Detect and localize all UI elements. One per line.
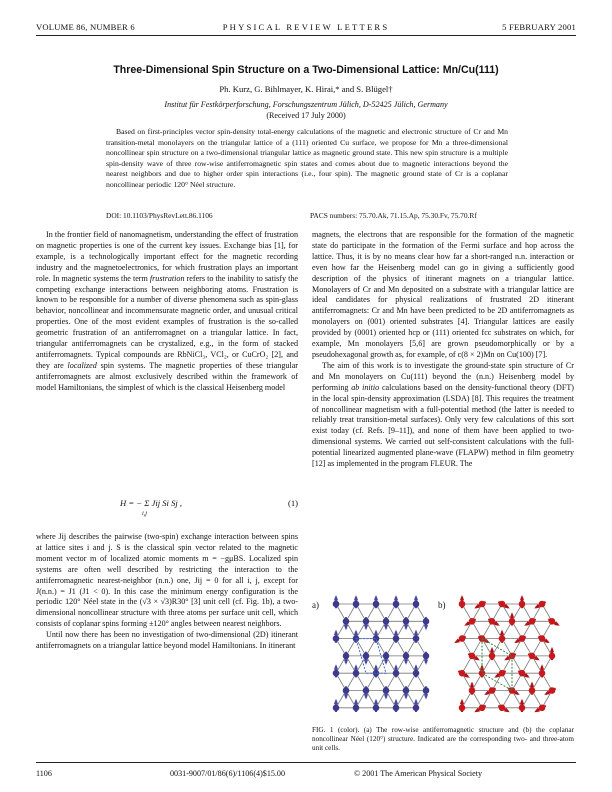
atom [489, 687, 496, 694]
spin-arrowhead [394, 630, 398, 635]
spin-arrowhead [460, 699, 464, 704]
spin-arrowhead [424, 625, 428, 630]
spin-arrowhead [404, 625, 408, 630]
paragraph: The aim of this work is to investigate the ground-state spin structure of Cr and Mn monolayers on Cu(111) beyond the (n.n.) Heisenberg model by performing ab initio calculations based on the density-functional theory (DFT) in the local spin-density approximation (LSDA) [8]. This requires the treatment of noncollinear magnetism with a full-potential method (the latter is needed to reliably treat transition-metal surfaces). Only very few calculations of this sort exist today (cf. Refs. [9–11]), and none of them have been applied to two-dimensional systems. We carried out self-consistent calculations with the full-potential linearized augmented plane-wave (FLAPW) method in film geometry [12] as implemented in the program FLEUR. The [312, 360, 574, 469]
spin-arrowhead [530, 682, 534, 687]
atom [343, 653, 350, 660]
atom [383, 653, 390, 660]
atom [363, 618, 370, 625]
spin-arrowhead [414, 699, 418, 704]
atom [393, 670, 400, 677]
panel-label-b: b) [438, 600, 446, 610]
figure-1 [312, 594, 574, 720]
spin-arrowhead [500, 630, 504, 635]
atom [459, 601, 466, 608]
pacs-numbers: PACS numbers: 75.70.Ak, 71.15.Ap, 75.30.Fv, 75.70.Rf [310, 211, 477, 220]
atom [393, 635, 400, 642]
spin-arrowhead [384, 625, 388, 630]
spin-arrowhead [404, 694, 408, 699]
atom [353, 601, 360, 608]
atom [403, 618, 410, 625]
atom [403, 687, 410, 694]
atom [413, 601, 420, 608]
doi: DOI: 10.1103/PhysRevLett.86.1106 [106, 211, 213, 220]
spin-arrowhead [520, 699, 524, 704]
spin-arrowhead [344, 660, 348, 665]
spin-arrowhead [364, 694, 368, 699]
atom [519, 635, 526, 642]
spin-arrowhead [334, 664, 338, 669]
atom [549, 687, 556, 694]
atom [499, 670, 506, 677]
atom [539, 635, 546, 642]
atom [519, 601, 526, 608]
lattice-lines [336, 604, 426, 708]
atom [333, 670, 340, 677]
spin-arrowhead [364, 625, 368, 630]
spin-arrowhead [490, 647, 494, 652]
spin-arrowhead [404, 660, 408, 665]
neel-120-panel [452, 594, 564, 718]
atom [459, 635, 466, 642]
spin-arrowhead [374, 664, 378, 669]
atom [423, 687, 430, 694]
atom [489, 618, 496, 625]
atom [393, 705, 400, 712]
left-column [36, 230, 298, 394]
atom [353, 670, 360, 677]
copyright: © 2001 The American Physical Society [354, 769, 483, 778]
footer-rule [36, 762, 576, 763]
spin-arrowhead [384, 660, 388, 665]
atom [539, 670, 546, 677]
paragraph: Until now there has been no investigation of two-dimensional (2D) itinerant antiferromagnets on a triangular lattice beyond model Hamiltonians. In itinerant [36, 630, 298, 651]
atom [423, 653, 430, 660]
spin-arrowhead [414, 595, 418, 600]
atom [459, 705, 466, 712]
atom [459, 670, 466, 677]
atom [539, 705, 546, 712]
affiliation: Institut für Festkörperforschung, Forschungszentrum Jülich, D-52425 Jülich, Germany [164, 100, 448, 109]
page-footer [36, 769, 576, 781]
spin-arrowhead [384, 694, 388, 699]
atom [363, 653, 370, 660]
atom [529, 618, 536, 625]
spin-arrowhead [344, 625, 348, 630]
atom [383, 687, 390, 694]
figure-caption: FIG. 1 (color). (a) The row-wise antiferromagnetic structure and (b) the coplanar noncollinear Néel (120°) structure. Indicated are the corresponding two- and three-atom unit cells. [312, 726, 574, 753]
volume-number: VOLUME 86, NUMBER 6 [36, 22, 135, 32]
spin-arrowhead [520, 595, 524, 600]
spin-arrowhead [550, 647, 554, 652]
row-wise-afm-panel [326, 594, 434, 718]
spin-arrowhead [470, 682, 474, 687]
author-list: Ph. Kurz, G. Bihlmayer, K. Hirai,* and S. Blügel† [219, 84, 393, 94]
spin-arrowhead [424, 660, 428, 665]
equation-1 [36, 498, 298, 522]
atom [413, 635, 420, 642]
spin-arrowhead [394, 595, 398, 600]
panel-label-a: a) [312, 600, 319, 610]
spin-arrowhead [354, 630, 358, 635]
equation-expression: H = − Σ Jij Si Sj , i,j [120, 498, 183, 517]
issue-date: 5 FEBRUARY 2001 [502, 22, 576, 32]
atom [479, 601, 486, 608]
running-header [36, 22, 576, 36]
atom [383, 618, 390, 625]
atom [413, 705, 420, 712]
atom [489, 653, 496, 660]
paragraph: In the frontier field of nanomagnetism, understanding the effect of frustration on magnetic properties is one of the current key issues. Exchange bias [1], for example, is a technologically important effect for the magnetic recording industry and the magnetoelectronics, for which frustration plays an important role. In magnetic systems the term frustration refers to the inability to satisfy the competing exchange interactions between neighboring atoms. Frustration is known to be responsible for a number of diverse phenomena such as spin-glass behavior, noncollinear and incommensurate magnetic order, and unusual critical properties. One of the most evident examples of frustration is the so-called geometric frustration of an antiferromagnet on a triangular lattice. In fact, triangular antiferromagnets can be crystalized, e.g., in the form of stacked antiferromagnets. Typical compounds are RbNiCl₃, VCl₂, or CuCrO₂ [2], and they are localized spin systems. The magnetic properties of these triangular antiferromagnets are almost exclusively described within the framework of model Hamiltonians, the simplest of which is the classical Heisenberg model [36, 230, 298, 392]
spin-arrowhead [354, 664, 358, 669]
atom [539, 601, 546, 608]
spin-arrowhead [424, 694, 428, 699]
received-date: (Received 17 July 2000) [266, 111, 346, 120]
spin-arrowhead [334, 595, 338, 600]
spin-arrowhead [374, 630, 378, 635]
abstract: Based on first-principles vector spin-density total-energy calculations of the magnetic and electronic structure of Cr and Mn transition-metal monolayers on the triangular lattice of a (111) oriented Cu surface, we propose for Mn a three-dimensional noncollinear spin structure on a two-dimensional triangular lattice as magnetic ground state. This new spin structure is a multiple spin-density wave of three row-wise antiferromagnetic spin states and comes about due to magnetic interactions beyond the nearest neighbors and due to higher order spin interactions (i.e., four spin). The magnetic ground state of Cr is a coplanar noncollinear periodic 120° Néel structure. [106, 127, 508, 189]
atom [519, 705, 526, 712]
spin-arrowhead [374, 595, 378, 600]
atom [413, 670, 420, 677]
spin-arrowhead [354, 699, 358, 704]
paragraph: where Jij describes the pairwise (two-spin) exchange interaction between spins at lattice sites i and j. S is the classical spin vector related to the magnetic moment vector m of localized atomic moments m = −gμBS. Localized spin systems are often well described by restricting the interaction to the antiferromagnetic nearest-neighbor (n.n.) one, Jij = 0 for all i, j, except for J(n.n.) = J1 (J1 < 0). In this case the minimum energy configuration is the periodic 120° Néel state in the (√3 × √3)R30° [3] unit cell (cf. Fig. 1b), a two-dimensional noncollinear structure with three atoms per surface unit cell, which consists of coplanar spins forming ±120° angles between nearest neighbors. [36, 532, 298, 629]
article-code: 0031-9007/01/86(6)/1106(4)$15.00 [170, 769, 286, 778]
atom [343, 687, 350, 694]
atom [549, 618, 556, 625]
atom [529, 687, 536, 694]
spin-arrowhead [460, 595, 464, 600]
atom [499, 705, 506, 712]
right-column [312, 230, 574, 470]
spin-arrowhead [540, 664, 544, 669]
atom [509, 618, 516, 625]
equation-number: (1) [287, 498, 298, 508]
page-number: 1106 [36, 769, 52, 778]
atom [373, 601, 380, 608]
spin-arrowhead [334, 630, 338, 635]
atom [393, 601, 400, 608]
spin-arrowhead [414, 664, 418, 669]
atom [363, 687, 370, 694]
spin-arrowhead [334, 699, 338, 704]
atom [519, 670, 526, 677]
atom [499, 635, 506, 642]
paper-title: Three-Dimensional Spin Structure on a Two-Dimensional Lattice: Mn/Cu(111) [113, 64, 499, 76]
atom [479, 705, 486, 712]
left-column-cont [36, 532, 298, 652]
atom [499, 601, 506, 608]
atom [343, 618, 350, 625]
spin-arrowhead [374, 699, 378, 704]
atom [333, 601, 340, 608]
spin-arrowhead [414, 630, 418, 635]
spin-arrowhead [354, 595, 358, 600]
paragraph: magnets, the electrons that are responsible for the formation of the magnetic state do participate in the formation of the Fermi surface and hop across the lattice. Thus, it is by no means clear how far a short-ranged n.n. interaction or even how far the Heisenberg model can go in giving a sufficiently good description of the physics of itinerant magnets on a triangular lattice. Monolayers of Cr and Mn deposited on a substrate with a triangular lattice are ideal candidates for physical realizations of frustrated 2D itinerant antiferromagnets: Cr and Mn have been predicted to be 2D antiferromagnets as monolayers on (001) oriented substrates [4]. Triangular lattices are easily provided by (0001) oriented hcp or (111) oriented fcc substrates on which, for example, Mn monolayers [5,6] are grown pseudomorphically or by a pseudohexagonal growth as, for example, of c(8 × 2)Mn on Cu(100) [7]. [312, 230, 574, 359]
atom [469, 618, 476, 625]
atom [529, 653, 536, 660]
atom [423, 618, 430, 625]
atom [333, 705, 340, 712]
journal-name: PHYSICAL REVIEW LETTERS [222, 22, 390, 32]
spin-arrowhead [394, 699, 398, 704]
atom [353, 705, 360, 712]
spin-arrowhead [364, 660, 368, 665]
header-rule [36, 35, 576, 36]
atom [333, 635, 340, 642]
spin-arrowhead [510, 612, 514, 617]
atom [373, 705, 380, 712]
atom [549, 653, 556, 660]
atom [469, 687, 476, 694]
spin-arrowhead [394, 664, 398, 669]
atom [403, 653, 410, 660]
atom [469, 653, 476, 660]
equation-subscript: i,j [142, 510, 147, 517]
spin-arrowhead [344, 694, 348, 699]
